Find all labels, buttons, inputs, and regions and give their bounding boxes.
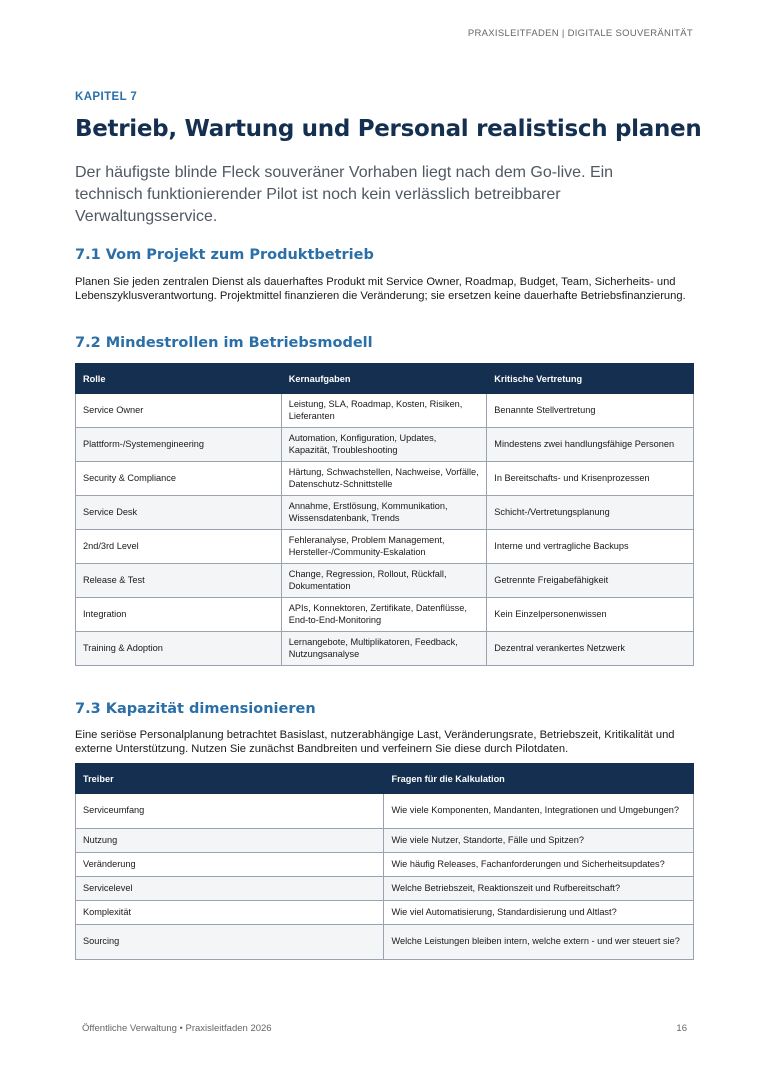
lead-paragraph: Der häufigste blinde Fleck souveräner Vorhaben liegt nach dem Go-live. Ein technisch funktionierender Pilot ist noch kein verlässlich betreibbarer Verwaltungsservice. [75, 164, 614, 225]
table-cell: Schicht-/Vertretungsplanung [487, 496, 694, 530]
table-cell: Wie viele Komponenten, Mandanten, Integrationen und Umgebungen? [384, 794, 694, 829]
table-cell: Integration [76, 598, 282, 632]
table-cell: Interne und vertragliche Backups [487, 530, 694, 564]
roles-table [75, 363, 694, 666]
table-row [76, 530, 694, 564]
column-header: Kernaufgaben [281, 364, 487, 394]
table-cell: Service Desk [76, 496, 282, 530]
footer-publication: Öffentliche Verwaltung • Praxisleitfaden 2026 [82, 1023, 272, 1034]
table-row [76, 462, 694, 496]
table-cell: APIs, Konnektoren, Zertifikate, Datenflüsse, End-to-End-Monitoring [281, 598, 487, 632]
table-cell: Leistung, SLA, Roadmap, Kosten, Risiken, Lieferanten [281, 394, 487, 428]
table-cell: Serviceumfang [76, 794, 384, 829]
column-header: Treiber [76, 764, 384, 794]
running-header: PRAXISLEITFADEN | DIGITALE SOUVERÄNITÄT [467, 28, 693, 39]
table-cell: Getrennte Freigabefähigkeit [487, 564, 694, 598]
section-heading-7-2: 7.2 Mindestrollen im Betriebsmodell [75, 335, 373, 351]
table-cell: Automation, Konfiguration, Updates, Kapazität, Troubleshooting [281, 428, 487, 462]
page-number: 16 [676, 1023, 687, 1034]
table-cell: Welche Betriebszeit, Reaktionszeit und Rufbereitschaft? [384, 877, 694, 901]
table-cell: Wie häufig Releases, Fachanforderungen und Sicherheitsupdates? [384, 853, 694, 877]
column-header: Fragen für die Kalkulation [384, 764, 694, 794]
capacity-table [75, 763, 694, 960]
table-cell: Härtung, Schwachstellen, Nachweise, Vorfälle, Datenschutz-Schnittstelle [281, 462, 487, 496]
table-cell: Sourcing [76, 925, 384, 960]
table-cell: Fehleranalyse, Problem Management, Hersteller-/Community-Eskalation [281, 530, 487, 564]
table-cell: Plattform-/Systemengineering [76, 428, 282, 462]
table-row [76, 564, 694, 598]
section-heading-7-3: 7.3 Kapazität dimensionieren [75, 701, 316, 717]
table-row [76, 598, 694, 632]
table-cell: Benannte Stellvertretung [487, 394, 694, 428]
table-row [76, 901, 694, 925]
table-cell: Annahme, Erstlösung, Kommunikation, Wissensdatenbank, Trends [281, 496, 487, 530]
table-header-row [76, 364, 694, 394]
table-row [76, 829, 694, 853]
chapter-label: KAPITEL 7 [75, 91, 138, 103]
table-header-row [76, 764, 694, 794]
table-cell: Welche Leistungen bleiben intern, welche extern - und wer steuert sie? [384, 925, 694, 960]
section-7-1-text: Planen Sie jeden zentralen Dienst als dauerhaftes Produkt mit Service Owner, Roadmap, Budget, Team, Sicherheits- und Lebenszyklusverantwortung. Projektmittel finanzieren die Veränderung; sie ersetzen keine dauerhafte Betriebsfinanzierung. [75, 276, 686, 302]
table-cell: Wie viel Automatisierung, Standardisierung und Altlast? [384, 901, 694, 925]
table-cell: Lernangebote, Multiplikatoren, Feedback, Nutzungsanalyse [281, 632, 487, 666]
table-cell: Servicelevel [76, 877, 384, 901]
table-row [76, 794, 694, 829]
column-header: Kritische Vertretung [487, 364, 694, 394]
table-row [76, 853, 694, 877]
table-row [76, 394, 694, 428]
table-cell: Security & Compliance [76, 462, 282, 496]
table-cell: In Bereitschafts- und Krisenprozessen [487, 462, 694, 496]
column-header: Rolle [76, 364, 282, 394]
table-cell: Mindestens zwei handlungsfähige Personen [487, 428, 694, 462]
table-cell: Service Owner [76, 394, 282, 428]
table-cell: Training & Adoption [76, 632, 282, 666]
table-cell: Release & Test [76, 564, 282, 598]
section-7-3-text: Eine seriöse Personalplanung betrachtet Basislast, nutzerabhängige Last, Veränderungsrate, Betriebszeit, Kritikalität und externe Unterstützung. Nutzen Sie zunächst Bandbreiten und verfeinern Sie diese durch Pilotdaten. [75, 729, 675, 755]
table-cell: Wie viele Nutzer, Standorte, Fälle und Spitzen? [384, 829, 694, 853]
table-row [76, 428, 694, 462]
table-row [76, 496, 694, 530]
page-title: Betrieb, Wartung und Personal realistisch planen [75, 116, 702, 142]
table-cell: Change, Regression, Rollout, Rückfall, Dokumentation [281, 564, 487, 598]
section-heading-7-1: 7.1 Vom Projekt zum Produktbetrieb [75, 247, 374, 263]
table-cell: Komplexität [76, 901, 384, 925]
table-cell: Dezentral verankertes Netzwerk [487, 632, 694, 666]
table-row [76, 877, 694, 901]
table-cell: Nutzung [76, 829, 384, 853]
table-cell: Veränderung [76, 853, 384, 877]
table-cell: 2nd/3rd Level [76, 530, 282, 564]
table-row [76, 925, 694, 960]
table-row [76, 632, 694, 666]
table-cell: Kein Einzelpersonenwissen [487, 598, 694, 632]
